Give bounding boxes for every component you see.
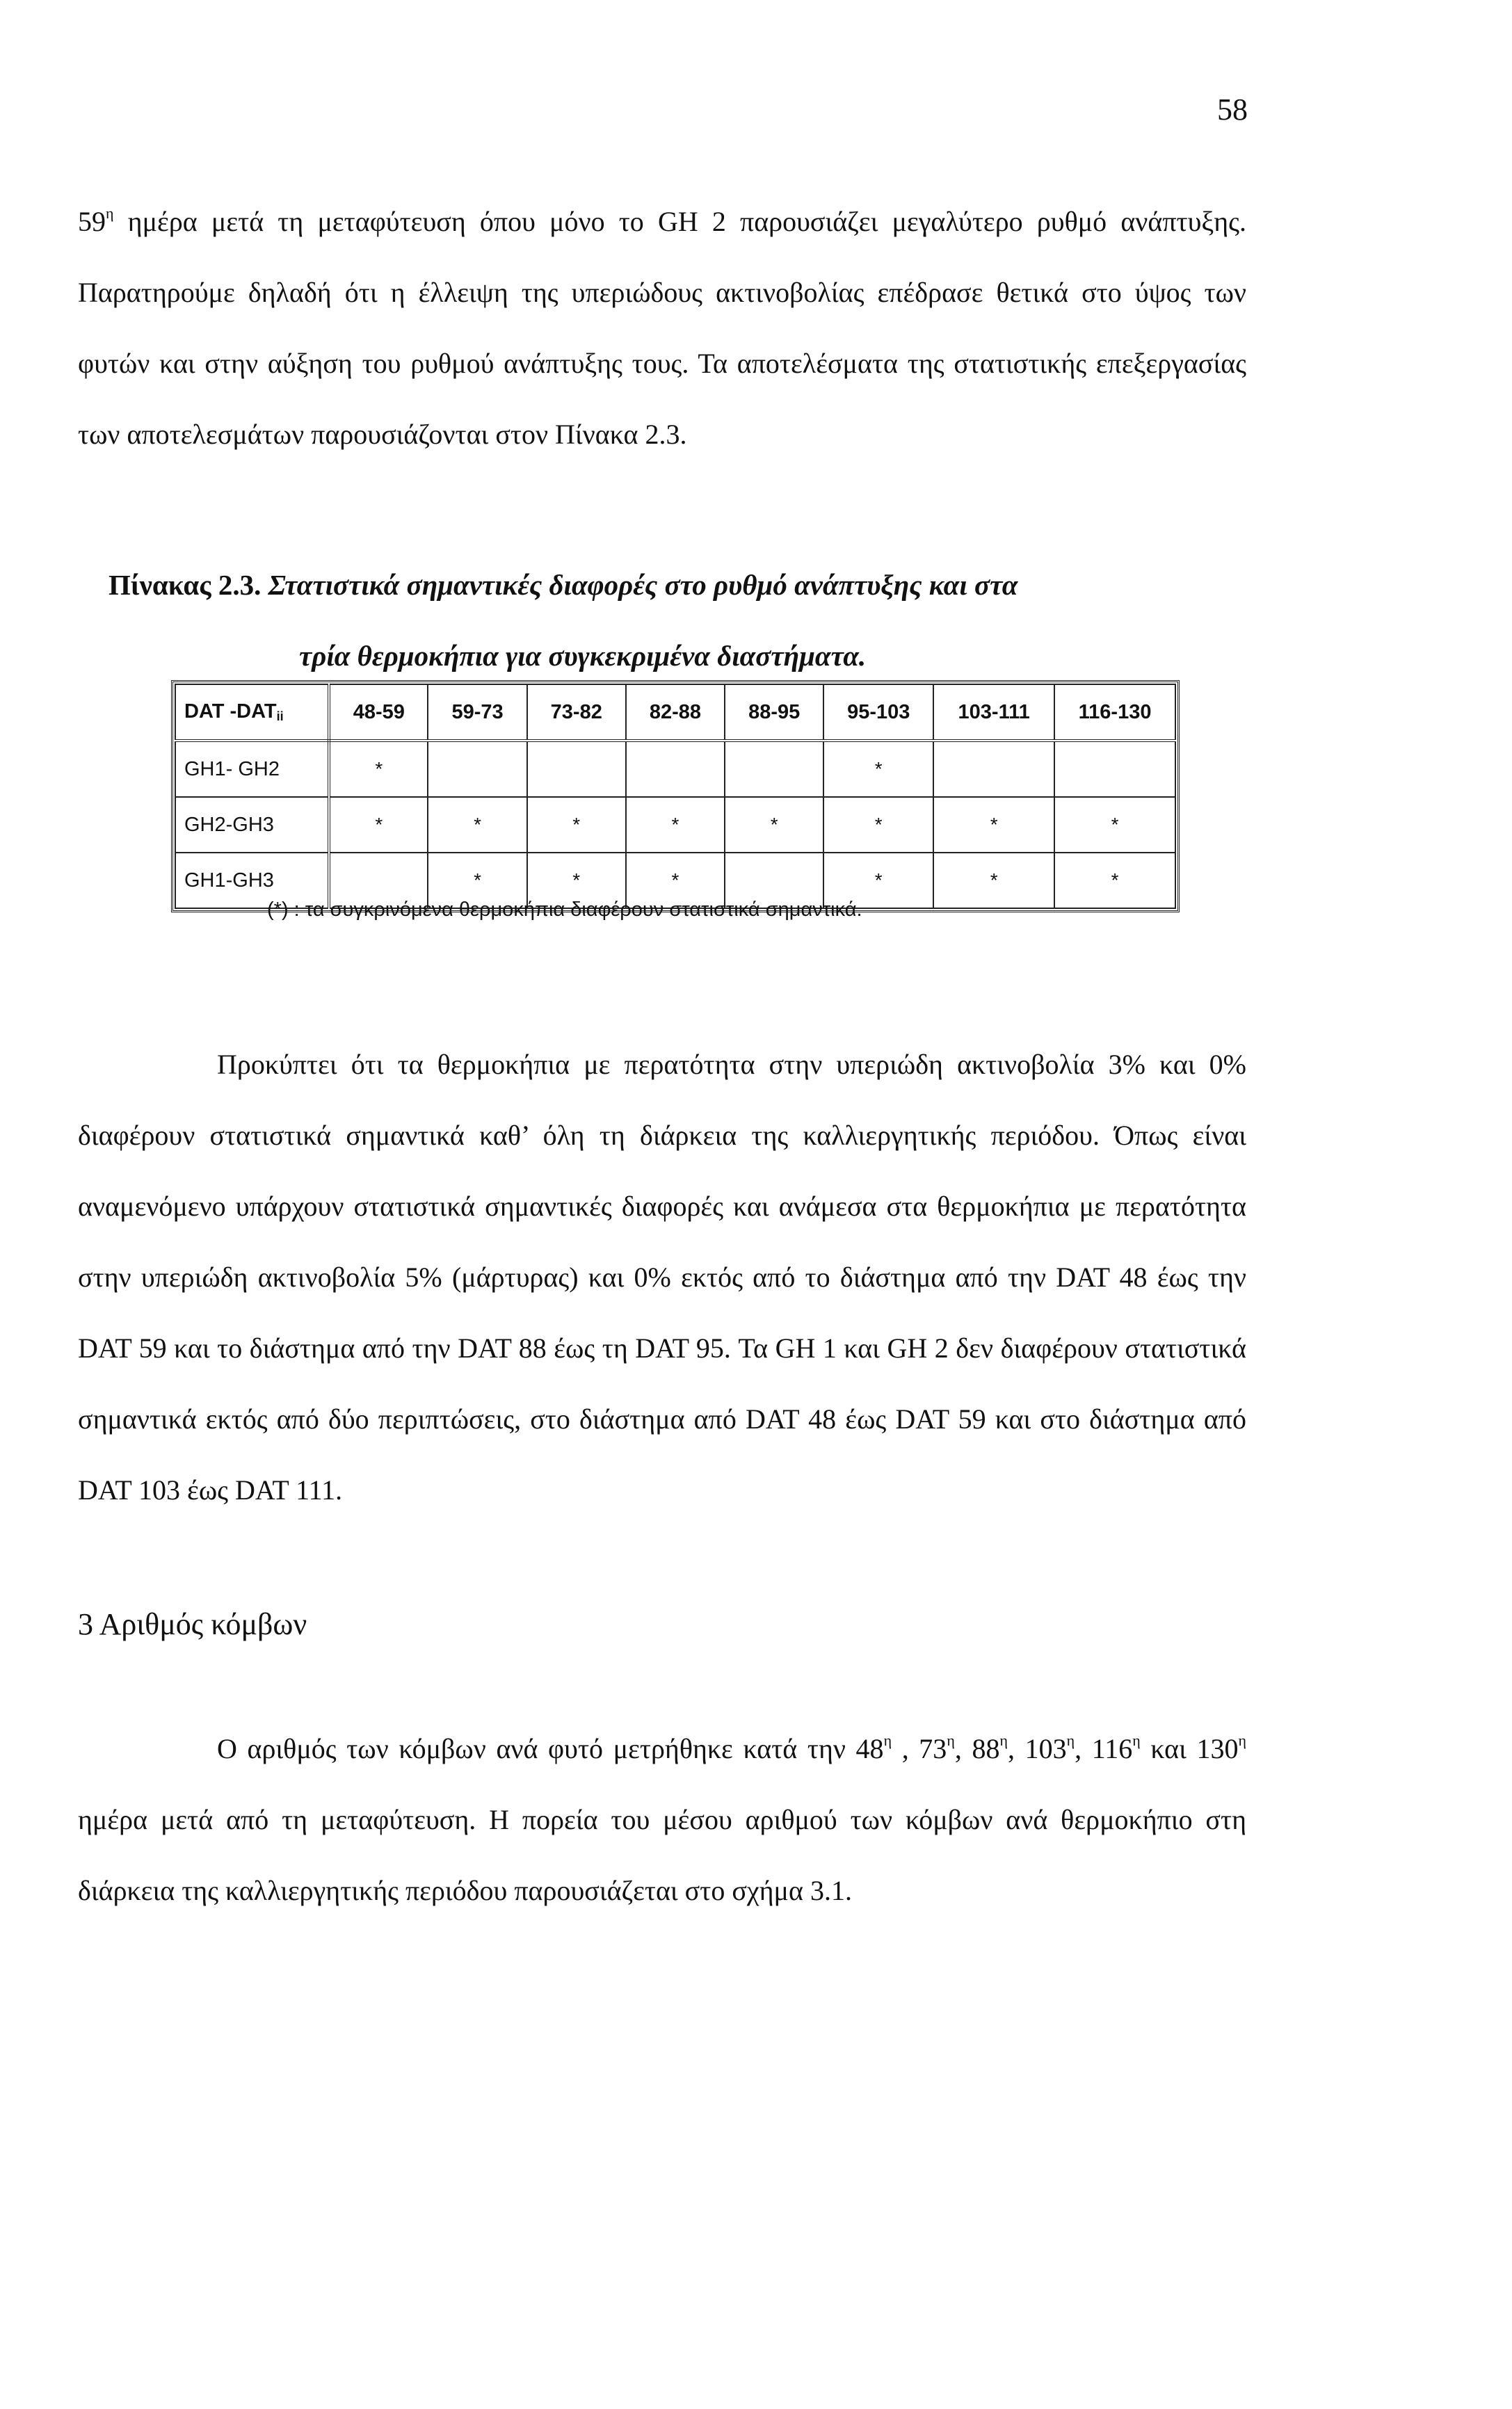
table-cell bbox=[428, 741, 526, 797]
table-header-row bbox=[175, 684, 1175, 741]
paragraph3-text: Ο αριθμός των κόμβων ανά φυτό μετρήθηκε κατά την 48 bbox=[217, 1733, 884, 1764]
caption-line1: Στατιστικά σημαντικές διαφορές στο ρυθμό ανάπτυξης και στα bbox=[261, 569, 1018, 601]
table-cell: * bbox=[428, 853, 526, 908]
caption-line2: τρία θερμοκήπια για συγκεκριμένα διαστήματα. bbox=[299, 640, 867, 672]
table-cell: * bbox=[933, 797, 1054, 853]
column-header: 59-73 bbox=[428, 684, 526, 741]
table-row bbox=[175, 797, 1175, 853]
table-cell bbox=[933, 741, 1054, 797]
corner-header: DAT $-DAT_{ii}$ bbox=[175, 684, 329, 741]
table-cell: * bbox=[329, 797, 428, 853]
table-row bbox=[175, 741, 1175, 797]
table-cell: * bbox=[527, 853, 626, 908]
table-footnote: (*) : τα συγκρινόμενα θερμοκήπια διαφέρουν στατιστικά σημαντικά. bbox=[267, 899, 862, 921]
table-cell: * bbox=[1054, 797, 1175, 853]
table-cell: * bbox=[823, 853, 933, 908]
superscript: η bbox=[999, 1732, 1008, 1749]
table-cell: * bbox=[725, 797, 823, 853]
superscript: η bbox=[1132, 1732, 1141, 1749]
superscript: η bbox=[1238, 1732, 1247, 1749]
row-label: GH2-GH3 bbox=[175, 797, 329, 853]
superscript: η bbox=[883, 1732, 892, 1749]
paragraph3-text: , 103 bbox=[1007, 1733, 1067, 1764]
page-number: 58 bbox=[1217, 92, 1248, 127]
paragraph1-text: ημέρα μετά τη μεταφύτευση όπου μόνο το GH 2 παρουσιάζει μεγαλύτερο ρυθμό ανάπτυξης. Παρατηρούμε δηλαδή ότι η έλλειψη της υπεριώδους ακτινοβολίας επέδρασε θετικά στο ύψος των φυτών και στην αύξηση του ρυθμού ανάπτυξης τους. Τα αποτελέσματα της στατιστικής επεξεργασίας των αποτελεσμάτων παρουσιάζονται στον Πίνακα 2.3. bbox=[78, 206, 1246, 450]
row-label: GH1- GH2 bbox=[175, 741, 329, 797]
paragraph3-text: και 130 bbox=[1140, 1733, 1239, 1764]
paragraph1-superscript: η bbox=[106, 204, 114, 222]
table-cell: * bbox=[823, 741, 933, 797]
table-cell bbox=[1054, 741, 1175, 797]
stats-table bbox=[175, 684, 1176, 909]
paragraph-results: Προκύπτει ότι τα θερμοκήπια με περατότητα στην υπεριώδη ακτινοβολία 3% και 0% διαφέρουν στατιστικά σημαντικά καθ’ όλη τη διάρκεια της καλλιεργητικής περιόδου. Όπως είναι αναμενόμενο υπάρχουν στατιστικά σημαντικές διαφορές και ανάμεσα στα θερμοκήπια με περατότητα στην υπεριώδη ακτινοβολία 5% (μάρτυρας) και 0% εκτός από το διάστημα από την DAT 48 έως την DAT 59 και το διάστημα από την DAT 88 έως τη DAT 95. Τα GH 1 και GH 2 δεν διαφέρουν στατιστικά σημαντικά εκτός από δύο περιπτώσεις, στο διάστημα από DAT 48 έως DAT 59 και στο διάστημα από DAT 103 έως DAT 111. bbox=[78, 1049, 1246, 1506]
paragraph3-text: , 88 bbox=[954, 1733, 1000, 1764]
paragraph1-start: 59 bbox=[78, 206, 106, 237]
column-header: 48-59 bbox=[329, 684, 428, 741]
column-header: 82-88 bbox=[626, 684, 725, 741]
table-cell: * bbox=[823, 797, 933, 853]
column-header: 95-103 bbox=[823, 684, 933, 741]
paragraph3-text: , 73 bbox=[892, 1733, 947, 1764]
paragraph3-text: ημέρα μετά από τη μεταφύτευση. Η πορεία του μέσου αριθμού των κόμβων ανά θερμοκήπιο στη διάρκεια της καλλιεργητικής περιόδου παρουσιάζεται στο σχήμα 3.1. bbox=[78, 1804, 1246, 1906]
superscript: η bbox=[947, 1732, 955, 1749]
table-cell: * bbox=[329, 741, 428, 797]
paragraph-nodes bbox=[78, 1714, 1246, 1926]
column-header: 116-130 bbox=[1054, 684, 1175, 741]
table-cell: * bbox=[428, 797, 526, 853]
table-cell bbox=[626, 741, 725, 797]
paragraph-continuation bbox=[78, 186, 1246, 470]
table-cell: * bbox=[527, 797, 626, 853]
table-caption bbox=[78, 549, 1246, 691]
column-header: 73-82 bbox=[527, 684, 626, 741]
table-cell bbox=[527, 741, 626, 797]
stats-table-frame bbox=[171, 680, 1180, 912]
table-cell: * bbox=[1054, 853, 1175, 908]
table-cell: * bbox=[626, 797, 725, 853]
superscript: η bbox=[1066, 1732, 1075, 1749]
section-heading: 3 Αριθμός κόμβων bbox=[78, 1607, 307, 1641]
row-label: GH1-GH3 bbox=[175, 853, 329, 908]
table-cell: * bbox=[933, 853, 1054, 908]
caption-label: Πίνακας 2.3. bbox=[108, 569, 262, 601]
table-cell: * bbox=[626, 853, 725, 908]
table-cell bbox=[725, 741, 823, 797]
column-header: 88-95 bbox=[725, 684, 823, 741]
column-header: 103-111 bbox=[933, 684, 1054, 741]
paragraph3-text: , 116 bbox=[1075, 1733, 1133, 1764]
